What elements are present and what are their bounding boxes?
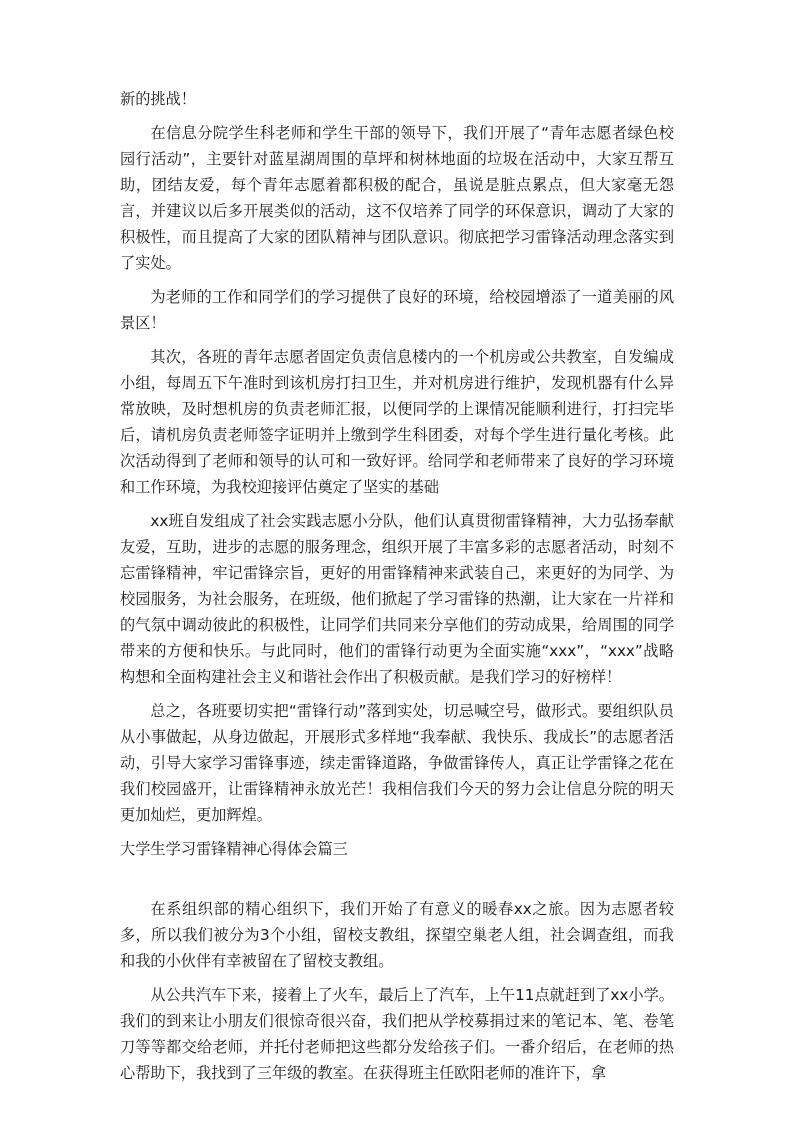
paragraph: 新的挑战！	[120, 90, 196, 108]
paragraph: 其次，各班的青年志愿者固定负责信息楼内的一个机房或公共教室，自发编成小组，每周五下午准时到该机房打扫卫生，并对机房进行维护，发现机器有什么异常放映，及时想机房的负责老师汇报，以便同学的上课情况能顺利进行，打扫完毕后，请机房负责老师签字证明并上缴到学生科团委，对每个学生进行量化考核。此次活动得到了老师和领导的认可和一致好评。给同学和老师带来了良好的学习环境和工作环境，为我校迎接评估奠定了坚实的基础	[120, 348, 674, 496]
paragraph: 在系组织部的精心组织下，我们开始了有意义的暖春xx之旅。因为志愿者较多，所以我们被分为3个小组，留校支教组，探望空巢老人组，社会调查组，而我和我的小伙伴有幸被留在了留校支教组。	[120, 900, 674, 970]
document-body	[120, 86, 674, 1094]
paragraph: 在信息分院学生科老师和学生干部的领导下，我们开展了“青年志愿者绿色校园行活动”，主要针对蓝星湖周围的草坪和树林地面的垃圾在活动中，大家互帮互助，团结友爱，每个青年志愿着都积极的配合，虽说是脏点累点，但大家毫无怨言，并建议以后多开展类似的活动，这不仅培养了同学的环保意识，调动了大家的积极性，而且提高了大家的团队精神与团队意识。彻底把学习雷锋活动理念落实到了实处。	[120, 124, 674, 272]
paragraph: 从公共汽车下来，接着上了火车，最后上了汽车，上午11点就赶到了xx小学。我们的到来让小朋友们很惊奇很兴奋，我们把从学校募捐过来的笔记本、笔、卷笔刀等等都交给老师，并托付老师把这些都分发给孩子们。一番介绍后，在老师的热心帮助下，我找到了三年级的教室。在获得班主任欧阳老师的准许下，拿	[120, 986, 674, 1082]
paragraph: xx班自发组成了社会实践志愿小分队，他们认真贯彻雷锋精神，大力弘扬奉献友爱，互助，进步的志愿的服务理念，组织开展了丰富多彩的志愿者活动，时刻不忘雷锋精神，牢记雷锋宗旨，更好的用雷锋精神来武装自己，来更好的为同学、为校园服务，为社会服务，在班级，他们掀起了学习雷锋的热潮，让大家在一片祥和的气氛中调动彼此的积极性，让同学们共同来分享他们的劳动成果，给周围的同学带来的方便和快乐。与此同时，他们的雷锋行动更为全面实施“xxx”，“xxx”战略构想和全面构建社会主义和谐社会作出了积极贡献。是我们学习的好榜样！	[120, 512, 674, 686]
section-heading: 大学生学习雷锋精神心得体会篇三	[120, 840, 348, 858]
paragraph: 为老师的工作和同学们的学习提供了良好的环境，给校园增添了一道美丽的风景区！	[120, 288, 674, 332]
blank-line	[120, 862, 674, 896]
paragraph: 总之，各班要切实把“雷锋行动”落到实处，切忌喊空号，做形式。要组织队员从小事做起，从身边做起，开展形式多样地“我奉献、我快乐、我成长”的志愿者活动，引导大家学习雷锋事迹，续走雷锋道路，争做雷锋传人，真正让学雷锋之花在我们校园盛开，让雷锋精神永放光芒！我相信我们今天的努力会让信息分院的明天更加灿烂，更加辉煌。	[120, 702, 674, 824]
